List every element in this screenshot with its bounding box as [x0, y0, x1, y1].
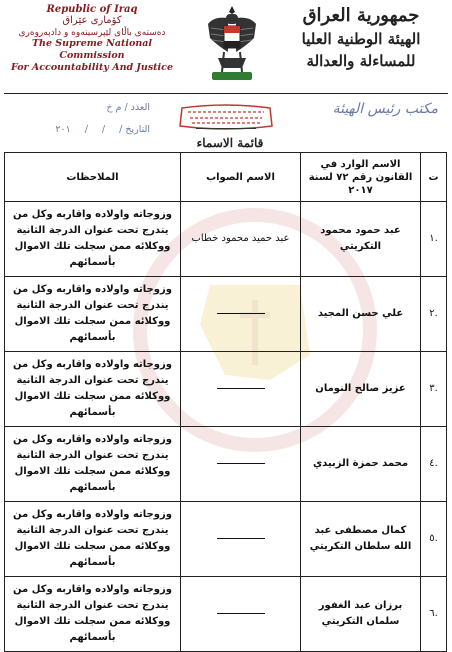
stamp-underline — [196, 128, 256, 129]
row-notes: وزوجاته واولاده واقاربه وكل من يندرج تحت عنوان الدرجة الثانية ووكلائه ممن سجلت تلك الاموال بأسمائهم — [5, 427, 181, 502]
reference-block — [30, 97, 150, 141]
row-name: عزيز صالح النومان — [301, 352, 421, 427]
row-number: .٥ — [421, 502, 447, 577]
empty-dash — [217, 388, 265, 389]
table-header-row — [5, 153, 447, 202]
republic-title-ar: جمهورية العراق — [302, 5, 420, 26]
table-row — [5, 202, 447, 277]
header-arabic-block — [276, 4, 446, 72]
header-name-in-law: الاسم الوارد في القانون رقم ٧٢ لسنة ٢٠١٧ — [301, 153, 421, 202]
row-number: .٣ — [421, 352, 447, 427]
reference-date-year: ٢٠١ — [55, 124, 71, 135]
commission-name-ku: دەستەی باڵای لێپرسینەوە و دادپەروەری — [18, 28, 166, 38]
office-stamp-icon — [176, 104, 276, 130]
row-notes: وزوجاته واولاده واقاربه وكل من يندرج تحت عنوان الدرجة الثانية ووكلائه ممن سجلت تلك الاموال بأسمائهم — [5, 502, 181, 577]
empty-dash — [217, 613, 265, 614]
table-row — [5, 502, 447, 577]
commission-name-en-line1: The Supreme National Commission — [31, 38, 153, 61]
row-correct-name-empty — [181, 352, 301, 427]
row-name: عبد حمود محمود التكريتي — [301, 202, 421, 277]
row-correct-name: عبد حميد محمود خطاب — [181, 202, 301, 277]
commission-name-ar-line2: للمساءلة والعدالة — [306, 52, 416, 70]
empty-dash — [217, 538, 265, 539]
empty-dash — [217, 463, 265, 464]
reference-number-label: العدد / م خ — [106, 102, 150, 113]
row-number: .١ — [421, 202, 447, 277]
header-notes: الملاحظات — [5, 153, 181, 202]
row-name: علي حسن المجيد — [301, 277, 421, 352]
row-correct-name-empty — [181, 277, 301, 352]
row-correct-name-empty — [181, 502, 301, 577]
commission-name-ar-line1: الهيئة الوطنية العليا — [301, 30, 421, 48]
names-table — [4, 152, 447, 652]
republic-title-ku: کۆماری عێراق — [62, 15, 122, 26]
iraq-eagle-emblem-icon — [204, 2, 260, 88]
row-notes: وزوجاته واولاده واقاربه وكل من يندرج تحت عنوان الدرجة الثانية ووكلائه ممن سجلت تلك الاموال بأسمائهم — [5, 277, 181, 352]
row-number: .٤ — [421, 427, 447, 502]
header-divider — [4, 93, 448, 94]
header-correct-name: الاسم الصواب — [181, 153, 301, 202]
header-english-block — [8, 4, 176, 74]
empty-dash — [217, 313, 265, 314]
row-number: .٦ — [421, 577, 447, 652]
table-row — [5, 577, 447, 652]
table-row — [5, 427, 447, 502]
office-label: مكتب رئيس الهيئة — [332, 101, 438, 117]
row-correct-name-empty — [181, 577, 301, 652]
row-notes: وزوجاته واولاده واقاربه وكل من يندرج تحت عنوان الدرجة الثانية ووكلائه ممن سجلت تلك الاموال بأسمائهم — [5, 352, 181, 427]
reference-date: التاريخ / / / ٢٠١ — [30, 119, 150, 141]
list-title: قائمة الاسماء — [196, 136, 264, 150]
row-name: كمال مصطفى عبد الله سلطان التكريتي — [301, 502, 421, 577]
header-number: ت — [421, 153, 447, 202]
table-row — [5, 352, 447, 427]
row-name: برزان عبد الغفور سلمان التكريتي — [301, 577, 421, 652]
row-correct-name-empty — [181, 427, 301, 502]
row-notes: وزوجاته واولاده واقاربه وكل من يندرج تحت عنوان الدرجة الثانية ووكلائه ممن سجلت تلك الاموال بأسمائهم — [5, 577, 181, 652]
reference-date-label: التاريخ / — [119, 124, 150, 135]
row-number: .٢ — [421, 277, 447, 352]
table-row — [5, 277, 447, 352]
reference-number — [30, 97, 150, 119]
row-notes: وزوجاته واولاده واقاربه وكل من يندرج تحت عنوان الدرجة الثانية ووكلائه ممن سجلت تلك الاموال بأسمائهم — [5, 202, 181, 277]
commission-name-en-line2: For Accountability And Justice — [11, 62, 173, 73]
republic-title-en: Republic of Iraq — [46, 4, 138, 15]
row-name: محمد حمزة الزبيدي — [301, 427, 421, 502]
